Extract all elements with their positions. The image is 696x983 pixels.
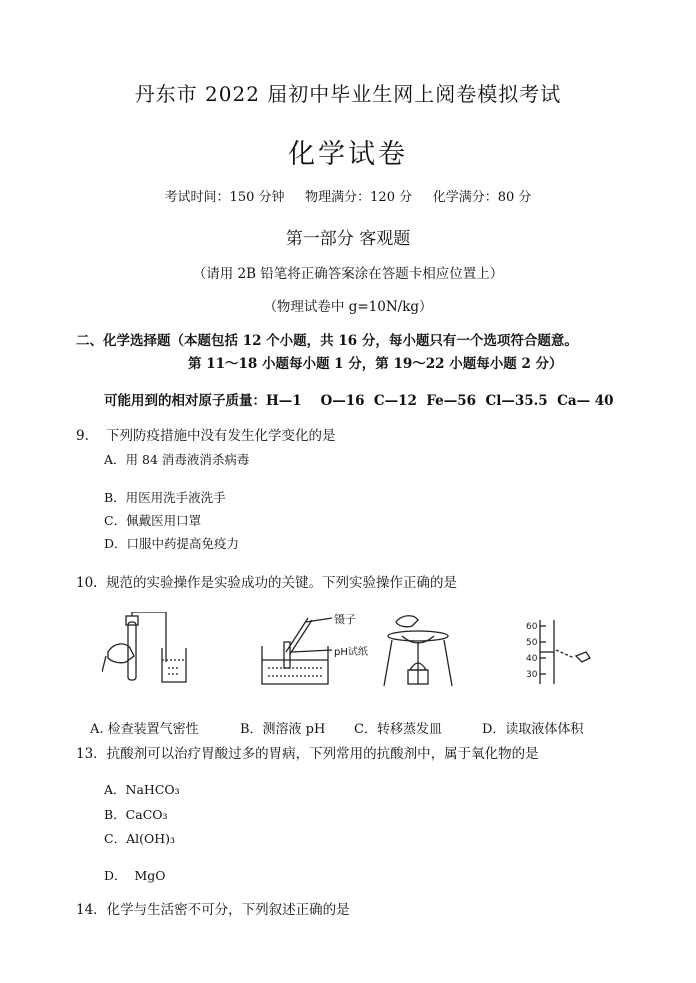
label-ph-paper: pH试纸 — [334, 647, 368, 658]
question-14-stem: 14．化学与生活密不可分，下列叙述正确的是 — [76, 902, 350, 918]
q9-option-a: A．用 84 消毒液消杀病毒 — [104, 452, 250, 467]
q9-option-b: B．用医用洗手液洗手 — [104, 490, 226, 505]
q9-option-d: D．口服中药提高免疫力 — [104, 536, 240, 551]
scale-50: 50 — [526, 638, 538, 648]
exam-info: 考试时间：150 分钟 物理满分：120 分 化学满分：80 分 — [164, 190, 532, 205]
figure-c-evaporating-dish — [378, 612, 462, 690]
q10-caption-c: C．转移蒸发皿 — [354, 722, 442, 737]
q13-option-a: A．NaHCO₃ — [104, 782, 180, 797]
label-tweezers: 镊子 — [334, 613, 356, 626]
q13-option-c: C．Al(OH)₃ — [104, 831, 176, 846]
figure-d-cylinder-reading — [510, 612, 600, 690]
figure-a-airtightness — [102, 612, 192, 690]
q9-option-c: C．佩戴医用口罩 — [104, 513, 202, 528]
instruction: （请用 2B 铅笔将正确答案涂在答题卡相应位置上） — [192, 266, 504, 282]
q13-option-b: B．CaCO₃ — [104, 807, 168, 822]
subject-title: 化学试卷 — [288, 139, 408, 170]
exam-title: 丹东市 2022 届初中毕业生网上阅卷模拟考试 — [134, 82, 562, 106]
section-heading: 二、化学选择题（本题包括 12 个小题，共 16 分，每小题只有一个选项符合题意。 — [76, 333, 578, 349]
question-10-stem: 10. 规范的实验操作是实验成功的关键。下列实验操作正确的是 — [76, 575, 458, 591]
scale-40: 40 — [526, 654, 538, 664]
q10-caption-b: B．测溶液 pH — [240, 722, 326, 737]
atomic-mass-line: 可能用到的相对原子质量：H—1 O—16 C—12 Fe—56 Cl—35.5 Ca— 40 — [104, 393, 614, 409]
q10-caption-d: D．读取液体体积 — [482, 722, 584, 737]
q10-caption-a: A. 检查装置气密性 — [90, 722, 199, 737]
question-9-stem: 9. 下列防疫措施中没有发生化学变化的是 — [76, 428, 336, 444]
question-13-stem: 13．抗酸剂可以治疗胃酸过多的胃病，下列常用的抗酸剂中，属于氧化物的是 — [76, 746, 539, 762]
part-heading: 第一部分 客观题 — [285, 229, 411, 249]
section-scoring: 第 11～18 小题每小题 1 分，第 19～22 小题每小题 2 分） — [188, 356, 563, 372]
scale-60: 60 — [526, 622, 538, 632]
scale-30: 30 — [526, 670, 538, 680]
physics-note: （物理试卷中 g=10N/kg） — [263, 299, 433, 315]
q13-option-d: D． MgO — [104, 868, 166, 883]
